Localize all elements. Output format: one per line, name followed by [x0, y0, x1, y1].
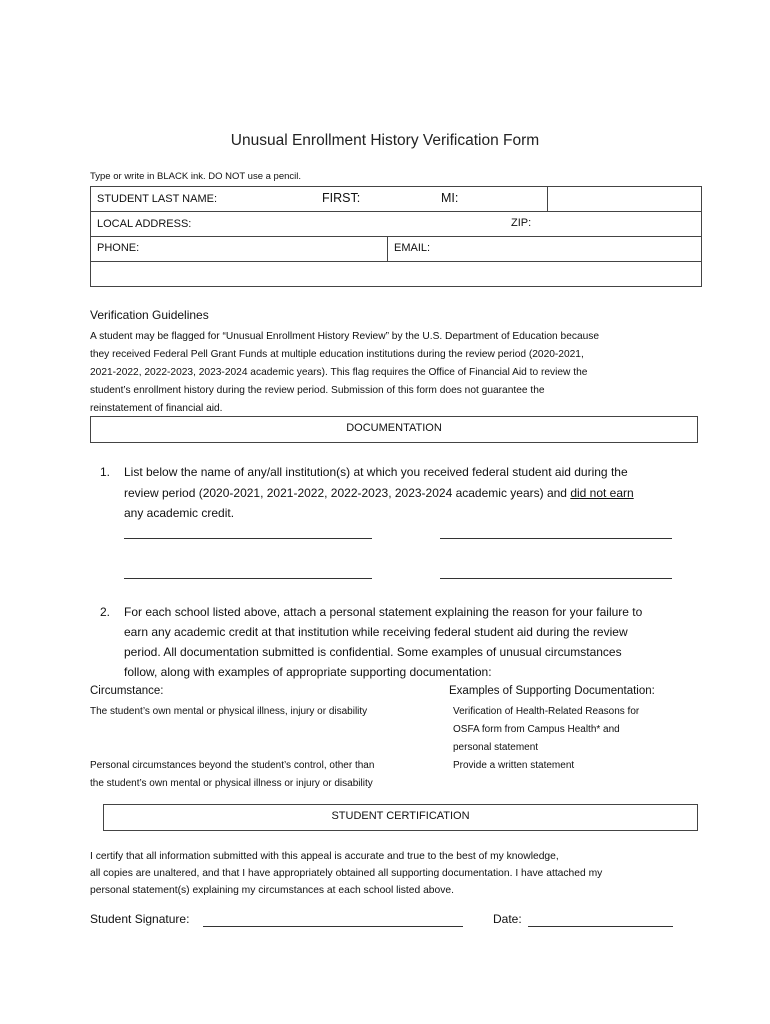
supporting-doc-row-1 — [453, 703, 639, 757]
item-2-line: For each school listed above, attach a personal statement explaining the reason for your failure to — [124, 605, 643, 619]
supporting-doc-line: personal statement — [453, 742, 539, 753]
guidelines-line: student’s enrollment history during the review period. Submission of this form does not guarantee the — [90, 385, 545, 396]
certification-line: personal statement(s) explaining my circumstances at each school listed above. — [90, 885, 455, 896]
certification-line: all copies are unaltered, and that I have appropriately obtained all supporting documentation. I have attached my — [90, 868, 603, 879]
email-field[interactable] — [388, 237, 436, 261]
address-cell[interactable] — [91, 212, 702, 237]
item-2-line: earn any academic credit at that institution while receiving federal student aid during the review — [124, 625, 628, 639]
signature-label: Student Signature: — [90, 912, 190, 926]
institution-blank-4[interactable] — [440, 578, 672, 579]
last-name-label: STUDENT LAST NAME: — [97, 193, 218, 205]
circumstance-line: the student’s own mental or physical illness or injury or disability — [90, 778, 373, 789]
item-1-number: 1. — [100, 465, 111, 479]
signature-line[interactable] — [203, 926, 463, 927]
item-2-line: follow, along with examples of appropriate supporting documentation: — [124, 665, 492, 679]
email-label: EMAIL: — [394, 242, 431, 254]
guidelines-line: they received Federal Pell Grant Funds at multiple education institutions during the review period (2020-2021, — [90, 349, 584, 360]
item-1 — [100, 462, 680, 524]
circumstance-line: Personal circumstances beyond the student’s control, other than — [90, 760, 375, 771]
did-not-earn-emphasis: did not earn — [570, 485, 634, 500]
middle-initial-label: MI: — [441, 191, 459, 205]
circumstance-row-2 — [90, 757, 374, 793]
contact-cell — [91, 237, 702, 262]
blank-row[interactable] — [91, 262, 702, 287]
local-address-label: LOCAL ADDRESS: — [97, 218, 192, 230]
item-1-line: List below the name of any/all institution(s) at which you received federal student aid during the — [124, 465, 628, 479]
student-certification-header: STUDENT CERTIFICATION — [103, 804, 698, 831]
phone-field[interactable] — [91, 237, 388, 261]
name-cell[interactable] — [91, 187, 548, 212]
form-title: Unusual Enrollment History Verification Form — [230, 132, 540, 149]
circumstance-row-1: The student’s own mental or physical illness, injury or disability — [90, 706, 368, 717]
certification-line: I certify that all information submitted with this appeal is accurate and true to the best of my knowledge, — [90, 851, 559, 862]
item-2-line: period. All documentation submitted is confidential. Some examples of unusual circumstances — [124, 645, 622, 659]
date-label: Date: — [493, 912, 522, 926]
item-1-line2-text: review period (2020-2021, 2021-2022, 2022-2023, 2023-2024 academic years) and — [124, 485, 571, 500]
first-name-label: FIRST: — [322, 191, 361, 205]
item-1-line: any academic credit. — [124, 506, 235, 520]
zip-label: ZIP: — [511, 217, 532, 229]
ink-instructions: Type or write in BLACK ink. DO NOT use a pencil. — [90, 171, 302, 182]
date-line[interactable] — [528, 926, 673, 927]
student-info-table — [90, 186, 702, 287]
phone-label: PHONE: — [97, 242, 140, 254]
institution-blank-2[interactable] — [440, 538, 672, 539]
institution-blank-3[interactable] — [124, 578, 372, 579]
guidelines-text — [90, 328, 680, 418]
guidelines-line: A student may be flagged for “Unusual Enrollment History Review” by the U.S. Department of Education because — [90, 331, 600, 342]
institution-blank-1[interactable] — [124, 538, 372, 539]
guidelines-line: reinstatement of financial aid. — [90, 403, 223, 414]
guidelines-heading: Verification Guidelines — [90, 308, 209, 322]
supporting-doc-row-2: Provide a written statement — [453, 760, 575, 771]
certification-text — [90, 848, 690, 899]
guidelines-line: 2021-2022, 2022-2023, 2023-2024 academic years). This flag requires the Office of Financial Aid to review the — [90, 367, 588, 378]
item-2 — [100, 602, 680, 682]
supporting-doc-line: Verification of Health-Related Reasons for — [453, 706, 640, 717]
extra-field-cell[interactable] — [548, 187, 702, 212]
supporting-doc-header: Examples of Supporting Documentation: — [449, 685, 655, 697]
circumstance-header: Circumstance: — [90, 685, 164, 697]
supporting-doc-line: OSFA form from Campus Health* and — [453, 724, 620, 735]
documentation-header: DOCUMENTATION — [90, 416, 698, 443]
item-2-number: 2. — [100, 605, 111, 619]
item-1-line2 — [124, 483, 680, 504]
